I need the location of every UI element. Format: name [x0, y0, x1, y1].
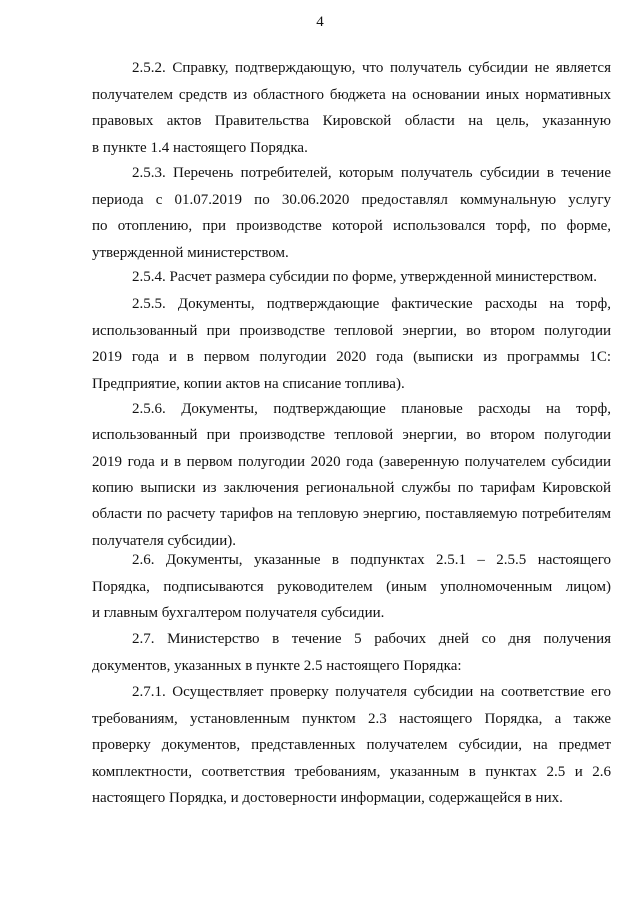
paragraph-line: настоящего Порядка, и достоверности информации, содержащейся в них. [92, 790, 563, 806]
page-number: 4 [316, 14, 324, 30]
paragraph-line: 2.5.5. Документы, подтверждающие фактические расходы на торф, [132, 296, 611, 312]
paragraph-line: 2.5.2. Справку, подтверждающую, что получатель субсидии не является [132, 60, 611, 76]
paragraph-line: получателем средств из областного бюджета на основании иных нормативных [92, 86, 611, 103]
paragraph-line: копию выписки из заключения региональной службы по тарифам Кировской [92, 479, 611, 496]
paragraph-line: периода с 01.07.2019 по 30.06.2020 предоставлял коммунальную услугу [92, 191, 611, 208]
paragraph-line: 2.7.1. Осуществляет проверку получателя субсидии на соответствие его [132, 684, 611, 700]
paragraph-line: области по расчету тарифов на тепловую энергию, поставляемую потребителям [92, 506, 611, 523]
paragraph-line: 2.7. Министерство в течение 5 рабочих дней со дня получения [132, 631, 611, 647]
paragraph-line: 2.5.3. Перечень потребителей, которым получатель субсидии в течение [132, 165, 611, 181]
paragraph-line: 2019 года и в первом полугодии 2020 года (выписки из программы 1С: [92, 349, 611, 365]
paragraph-line: Предприятие, копии актов на списание топлива). [92, 375, 405, 392]
paragraph-line: требованиям, установленным пунктом 2.3 настоящего Порядка, а также [92, 710, 611, 727]
paragraph-line: 2.6. Документы, указанные в подпунктах 2.5.1 – 2.5.5 настоящего [132, 552, 611, 568]
paragraph-line: комплектности, соответствия требованиям, указанным в пунктах 2.5 и 2.6 [92, 763, 611, 780]
paragraph-line: утвержденной министерством. [92, 244, 289, 261]
paragraph-line: 2.5.4. Расчет размера субсидии по форме, утвержденной министерством. [132, 269, 598, 285]
paragraph-line: использованный при производстве тепловой энергии, во втором полугодии [92, 427, 611, 444]
paragraph-line: 2.5.6. Документы, подтверждающие плановые расходы на торф, [132, 401, 611, 417]
paragraph-line: правовых актов Правительства Кировской области на цель, указанную [92, 113, 611, 129]
paragraph-line: по отоплению, при производстве которой использовался торф, по форме, [92, 218, 611, 234]
paragraph-line: Порядка, подписываются руководителем (иным уполномоченным лицом) [92, 578, 611, 595]
paragraph-line: 2019 года и в первом полугодии 2020 года (заверенную получателем субсидии [92, 453, 611, 470]
paragraph-line: документов, указанных в пункте 2.5 настоящего Порядка: [92, 657, 462, 674]
paragraph-line: проверку документов, представленных получателем субсидии, на предмет [92, 737, 611, 753]
paragraph-line: и главным бухгалтером получателя субсидии. [92, 605, 385, 621]
paragraph-line: получателя субсидии). [92, 532, 236, 549]
paragraph-line: использованный при производстве тепловой энергии, во втором полугодии [92, 322, 611, 339]
paragraph-line: в пункте 1.4 настоящего Порядка. [92, 139, 308, 156]
